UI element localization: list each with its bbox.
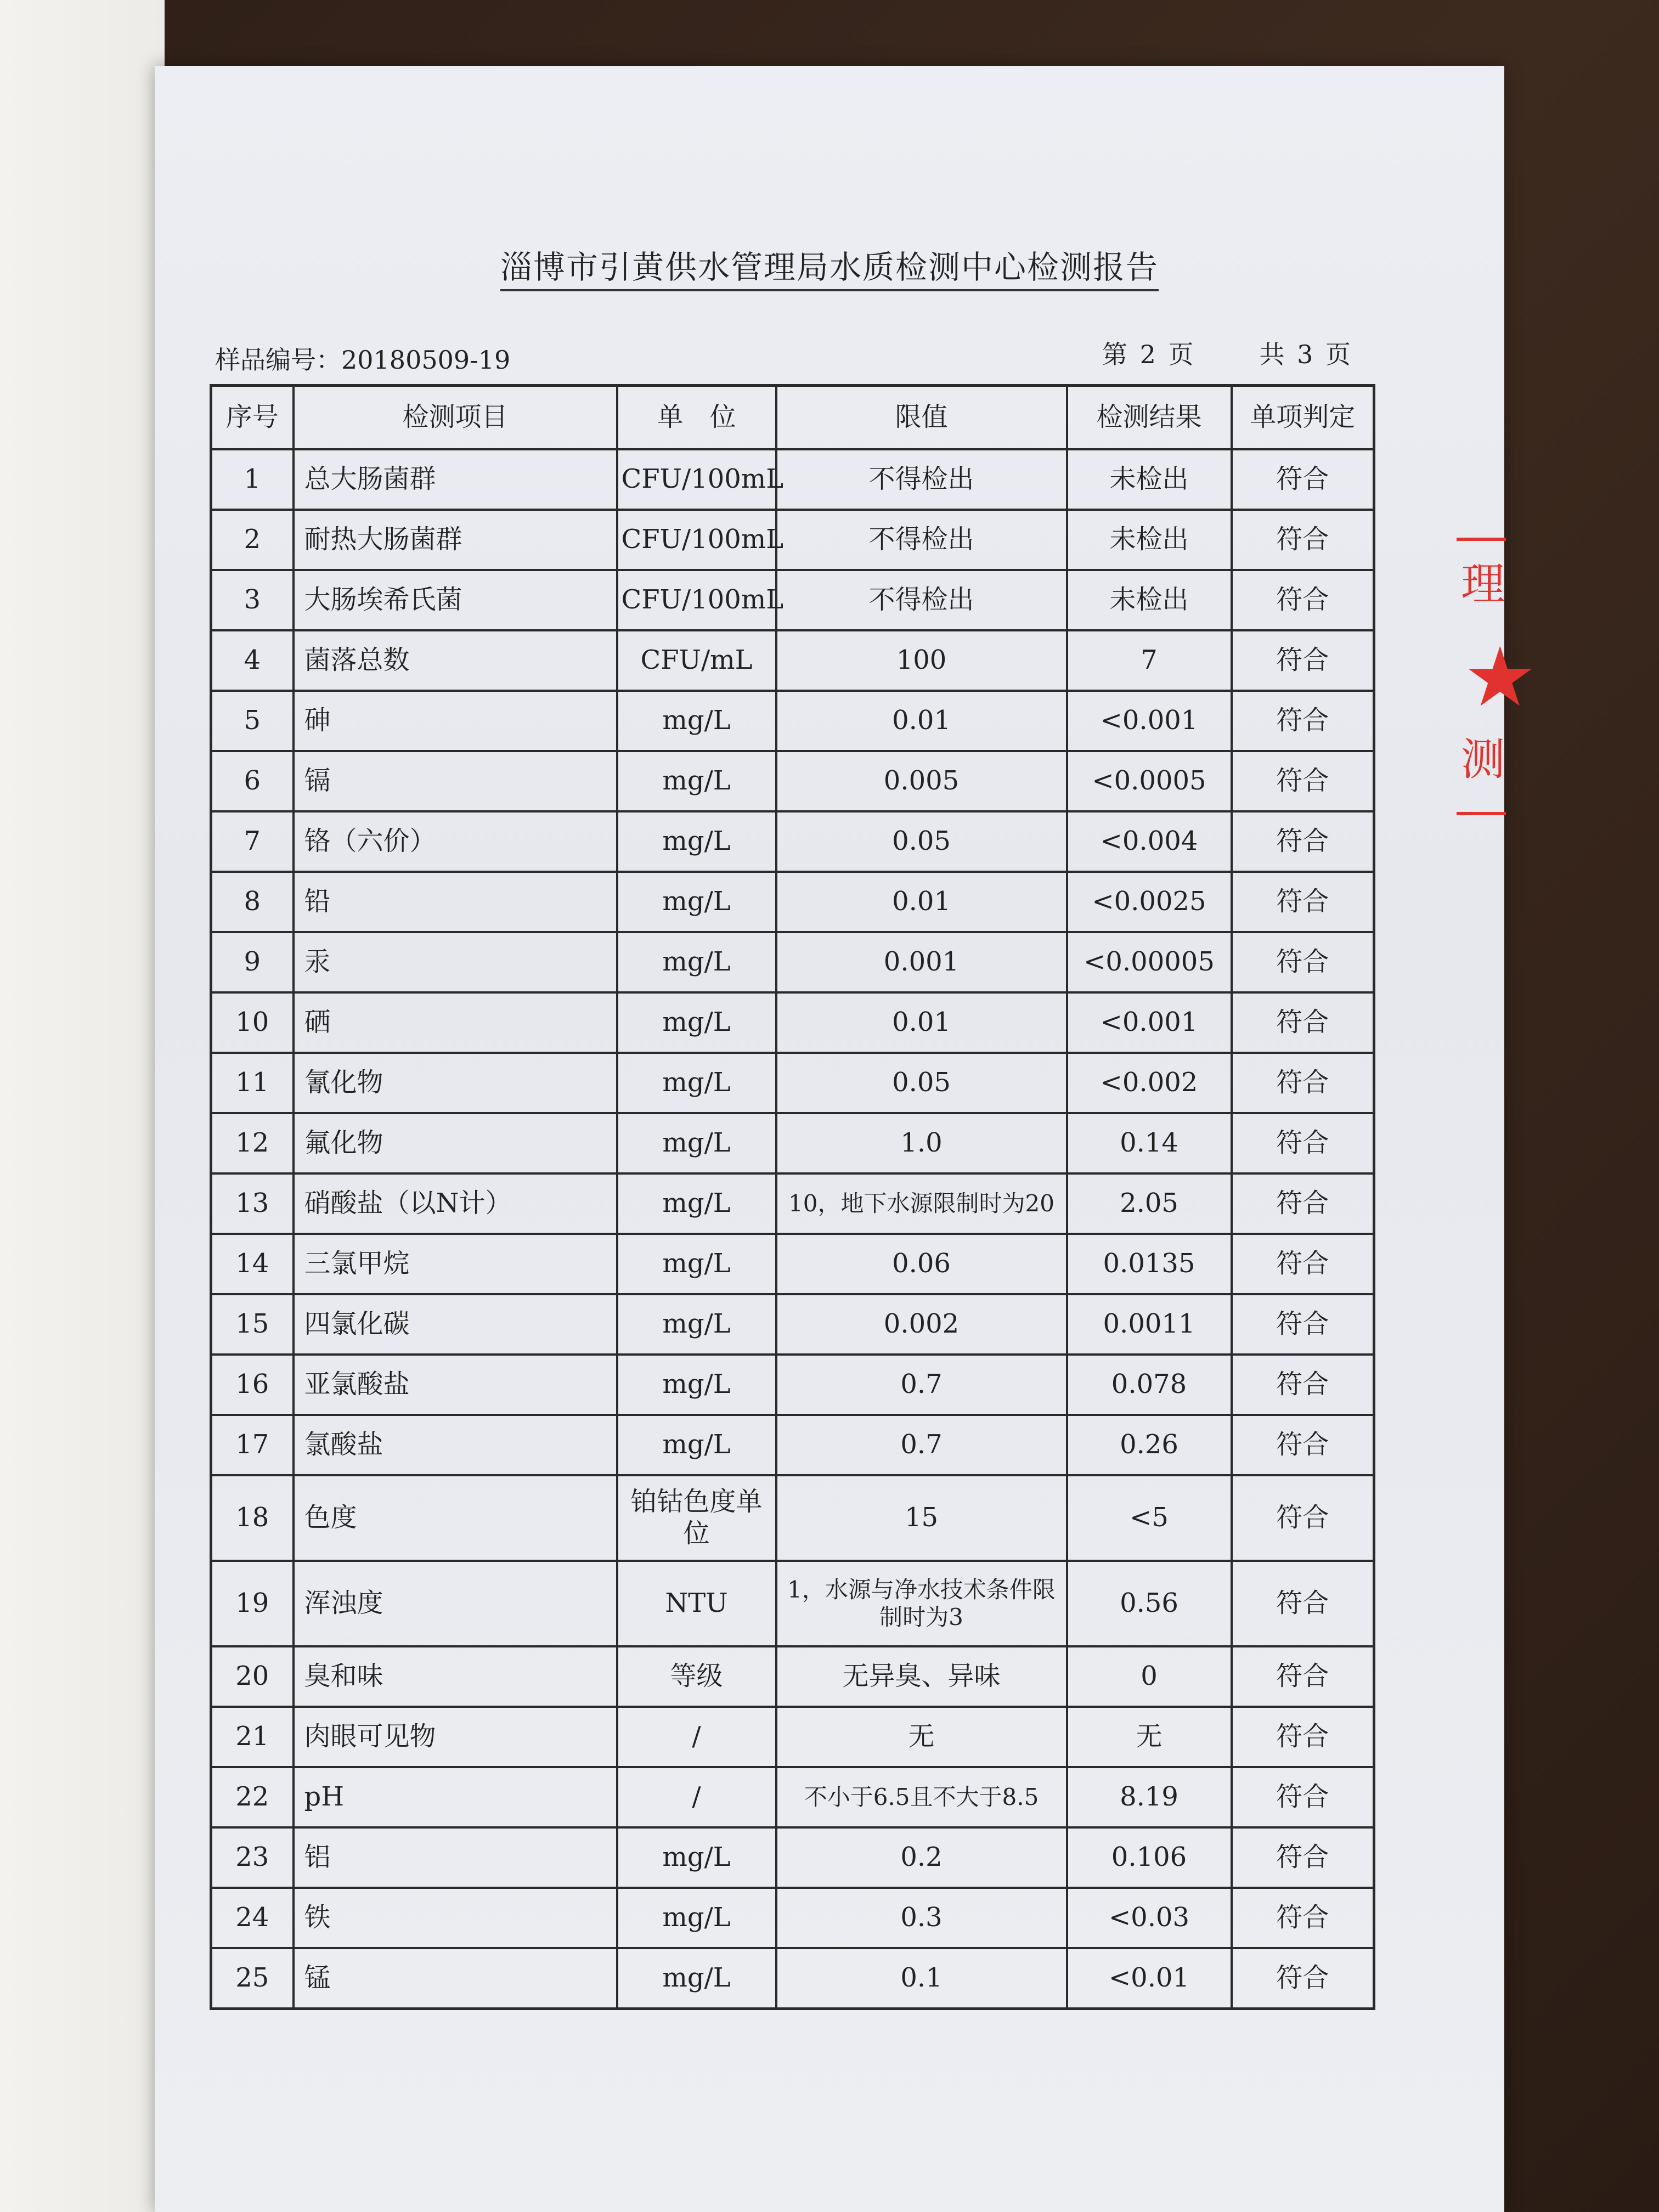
cell-limit: 0.06	[776, 1234, 1067, 1294]
cell-judge: 符合	[1232, 1173, 1374, 1234]
cell-limit: 不得检出	[776, 570, 1067, 630]
cell-no: 24	[211, 1888, 294, 1948]
cell-judge: 符合	[1232, 1415, 1374, 1475]
table-row	[211, 1707, 1374, 1767]
cell-item: 锰	[294, 1948, 617, 2009]
cell-unit: mg/L	[617, 1173, 776, 1234]
cell-item: 氰化物	[294, 1053, 617, 1113]
cell-item: 色度	[294, 1475, 617, 1561]
cell-limit: 0.002	[776, 1294, 1067, 1355]
cell-limit: 不得检出	[776, 510, 1067, 570]
report-page	[155, 66, 1504, 2212]
table-row	[211, 811, 1374, 872]
cell-limit: 1.0	[776, 1113, 1067, 1173]
cell-item: 硝酸盐（以N计）	[294, 1173, 617, 1234]
cell-item: 亚氯酸盐	[294, 1355, 617, 1415]
cell-judge: 符合	[1232, 1355, 1374, 1415]
cell-result: <0.0005	[1067, 751, 1232, 811]
cell-judge: 符合	[1232, 751, 1374, 811]
cell-limit: 1，水源与净水技术条件限制时为3	[776, 1561, 1067, 1646]
test-results-table	[210, 384, 1375, 2010]
cell-judge: 符合	[1232, 1827, 1374, 1888]
cell-judge: 符合	[1232, 1475, 1374, 1561]
cell-item: 总大肠菌群	[294, 449, 617, 510]
cell-no: 16	[211, 1355, 294, 1415]
cell-result: 0.14	[1067, 1113, 1232, 1173]
cell-result: 0.078	[1067, 1355, 1232, 1415]
cell-limit: 0.01	[776, 691, 1067, 751]
header-no: 序号	[211, 386, 294, 450]
header-judge: 单项判定	[1232, 386, 1374, 450]
table-row	[211, 992, 1374, 1053]
table-row	[211, 872, 1374, 932]
cell-result: <5	[1067, 1475, 1232, 1561]
cell-no: 13	[211, 1173, 294, 1234]
cell-item: 镉	[294, 751, 617, 811]
cell-limit: 0.01	[776, 872, 1067, 932]
cell-judge: 符合	[1232, 1767, 1374, 1827]
red-seal-stamp	[1457, 538, 1537, 823]
cell-unit: mg/L	[617, 691, 776, 751]
cell-no: 7	[211, 811, 294, 872]
cell-no: 25	[211, 1948, 294, 2009]
cell-item: 铬（六价）	[294, 811, 617, 872]
cell-judge: 符合	[1232, 1053, 1374, 1113]
cell-limit: 0.05	[776, 811, 1067, 872]
cell-limit: 0.7	[776, 1355, 1067, 1415]
cell-unit: mg/L	[617, 751, 776, 811]
table-row	[211, 1827, 1374, 1888]
cell-unit: NTU	[617, 1561, 776, 1646]
cell-no: 3	[211, 570, 294, 630]
cell-no: 6	[211, 751, 294, 811]
table-row	[211, 1053, 1374, 1113]
cell-result: 0.106	[1067, 1827, 1232, 1888]
cell-no: 17	[211, 1415, 294, 1475]
stamp-char-bottom: 测	[1461, 734, 1505, 785]
cell-limit: 100	[776, 630, 1067, 691]
cell-result: <0.00005	[1067, 932, 1232, 992]
page-indicator	[1102, 335, 1351, 371]
cell-limit: 无	[776, 1707, 1067, 1767]
table-row	[211, 1646, 1374, 1707]
cell-result: 未检出	[1067, 570, 1232, 630]
cell-item: 铝	[294, 1827, 617, 1888]
cell-limit: 0.7	[776, 1415, 1067, 1475]
cell-judge: 符合	[1232, 1294, 1374, 1355]
cell-no: 18	[211, 1475, 294, 1561]
cell-unit: mg/L	[617, 1355, 776, 1415]
table-header-row	[211, 386, 1374, 450]
cell-result: <0.001	[1067, 691, 1232, 751]
cell-no: 9	[211, 932, 294, 992]
cell-item: 铁	[294, 1888, 617, 1948]
cell-limit: 不得检出	[776, 449, 1067, 510]
cell-item: 耐热大肠菌群	[294, 510, 617, 570]
sample-number: 样品编号：20180509-19	[215, 345, 511, 375]
cell-judge: 符合	[1232, 1948, 1374, 2009]
cell-judge: 符合	[1232, 1707, 1374, 1767]
cell-no: 15	[211, 1294, 294, 1355]
cell-judge: 符合	[1232, 510, 1374, 570]
cell-item: 汞	[294, 932, 617, 992]
stamp-border-bottom	[1457, 812, 1506, 815]
cell-unit: mg/L	[617, 1053, 776, 1113]
cell-item: 氟化物	[294, 1113, 617, 1173]
cell-unit: mg/L	[617, 1948, 776, 2009]
table-row	[211, 1294, 1374, 1355]
cell-judge: 符合	[1232, 449, 1374, 510]
header-item: 检测项目	[294, 386, 617, 450]
cell-unit: 铂钴色度单位	[617, 1475, 776, 1561]
cell-result: 2.05	[1067, 1173, 1232, 1234]
cell-limit: 10，地下水源限制时为20	[776, 1173, 1067, 1234]
report-title	[155, 241, 1504, 287]
cell-result: <0.01	[1067, 1948, 1232, 2009]
cell-judge: 符合	[1232, 1234, 1374, 1294]
cell-result: 0.0011	[1067, 1294, 1232, 1355]
cell-limit: 不小于6.5且不大于8.5	[776, 1767, 1067, 1827]
stamp-border-top	[1457, 538, 1506, 541]
cell-judge: 符合	[1232, 992, 1374, 1053]
cell-unit: mg/L	[617, 1294, 776, 1355]
cell-unit: CFU/100mL	[617, 570, 776, 630]
cell-unit: mg/L	[617, 1888, 776, 1948]
table-row	[211, 1561, 1374, 1646]
cell-no: 14	[211, 1234, 294, 1294]
table-row	[211, 1234, 1374, 1294]
cell-item: pH	[294, 1767, 617, 1827]
table-row	[211, 1948, 1374, 2009]
cell-item: 氯酸盐	[294, 1415, 617, 1475]
cell-judge: 符合	[1232, 691, 1374, 751]
table-row	[211, 1475, 1374, 1561]
cell-judge: 符合	[1232, 1888, 1374, 1948]
table-row	[211, 630, 1374, 691]
cell-item: 铅	[294, 872, 617, 932]
cell-result: 0.26	[1067, 1415, 1232, 1475]
cell-no: 10	[211, 992, 294, 1053]
table-row	[211, 1173, 1374, 1234]
cell-unit: mg/L	[617, 872, 776, 932]
cell-item: 硒	[294, 992, 617, 1053]
cell-no: 20	[211, 1646, 294, 1707]
cell-item: 三氯甲烷	[294, 1234, 617, 1294]
cell-unit: mg/L	[617, 1415, 776, 1475]
cell-unit: mg/L	[617, 1234, 776, 1294]
cell-no: 11	[211, 1053, 294, 1113]
background-sheet	[0, 0, 165, 2212]
header-result: 检测结果	[1067, 386, 1232, 450]
cell-no: 4	[211, 630, 294, 691]
table-row	[211, 932, 1374, 992]
table-row	[211, 691, 1374, 751]
cell-result: <0.001	[1067, 992, 1232, 1053]
cell-limit: 0.2	[776, 1827, 1067, 1888]
star-icon: ★	[1463, 630, 1537, 725]
table-row	[211, 1415, 1374, 1475]
cell-item: 大肠埃希氏菌	[294, 570, 617, 630]
cell-limit: 0.001	[776, 932, 1067, 992]
cell-judge: 符合	[1232, 1113, 1374, 1173]
cell-limit: 0.05	[776, 1053, 1067, 1113]
table-row	[211, 1355, 1374, 1415]
cell-limit: 0.3	[776, 1888, 1067, 1948]
cell-unit: mg/L	[617, 932, 776, 992]
cell-no: 2	[211, 510, 294, 570]
cell-item: 菌落总数	[294, 630, 617, 691]
cell-result: 0.56	[1067, 1561, 1232, 1646]
cell-no: 1	[211, 449, 294, 510]
cell-judge: 符合	[1232, 811, 1374, 872]
report-title-text: 淄博市引黄供水管理局水质检测中心检测报告	[500, 249, 1159, 291]
cell-judge: 符合	[1232, 1646, 1374, 1707]
cell-item: 四氯化碳	[294, 1294, 617, 1355]
header-unit: 单 位	[617, 386, 776, 450]
cell-limit: 0.005	[776, 751, 1067, 811]
table-row	[211, 570, 1374, 630]
page-total: 共 3 页	[1259, 340, 1351, 369]
cell-no: 8	[211, 872, 294, 932]
cell-unit: CFU/mL	[617, 630, 776, 691]
cell-unit: /	[617, 1707, 776, 1767]
table-row	[211, 751, 1374, 811]
cell-judge: 符合	[1232, 630, 1374, 691]
cell-item: 肉眼可见物	[294, 1707, 617, 1767]
cell-no: 19	[211, 1561, 294, 1646]
cell-result: 0	[1067, 1646, 1232, 1707]
cell-no: 5	[211, 691, 294, 751]
cell-judge: 符合	[1232, 932, 1374, 992]
cell-unit: CFU/100mL	[617, 510, 776, 570]
table-row	[211, 449, 1374, 510]
cell-result: 7	[1067, 630, 1232, 691]
cell-judge: 符合	[1232, 570, 1374, 630]
table-row	[211, 1767, 1374, 1827]
cell-no: 22	[211, 1767, 294, 1827]
cell-limit: 0.01	[776, 992, 1067, 1053]
cell-result: <0.0025	[1067, 872, 1232, 932]
cell-unit: 等级	[617, 1646, 776, 1707]
cell-unit: mg/L	[617, 1113, 776, 1173]
page-current: 第 2 页	[1102, 340, 1194, 369]
cell-item: 砷	[294, 691, 617, 751]
cell-result: 0.0135	[1067, 1234, 1232, 1294]
cell-unit: /	[617, 1767, 776, 1827]
cell-result: 无	[1067, 1707, 1232, 1767]
stamp-char-top: 理	[1461, 558, 1505, 610]
cell-no: 12	[211, 1113, 294, 1173]
cell-result: 未检出	[1067, 449, 1232, 510]
cell-unit: mg/L	[617, 1827, 776, 1888]
cell-unit: mg/L	[617, 811, 776, 872]
table-row	[211, 510, 1374, 570]
cell-limit: 15	[776, 1475, 1067, 1561]
cell-result: 未检出	[1067, 510, 1232, 570]
cell-judge: 符合	[1232, 1561, 1374, 1646]
cell-no: 23	[211, 1827, 294, 1888]
header-limit: 限值	[776, 386, 1067, 450]
cell-unit: CFU/100mL	[617, 449, 776, 510]
cell-result: <0.002	[1067, 1053, 1232, 1113]
table-row	[211, 1113, 1374, 1173]
cell-unit: mg/L	[617, 992, 776, 1053]
cell-result: 8.19	[1067, 1767, 1232, 1827]
cell-no: 21	[211, 1707, 294, 1767]
cell-item: 浑浊度	[294, 1561, 617, 1646]
cell-judge: 符合	[1232, 872, 1374, 932]
table-row	[211, 1888, 1374, 1948]
cell-limit: 无异臭、异味	[776, 1646, 1067, 1707]
cell-limit: 0.1	[776, 1948, 1067, 2009]
cell-result: <0.03	[1067, 1888, 1232, 1948]
cell-item: 臭和味	[294, 1646, 617, 1707]
cell-result: <0.004	[1067, 811, 1232, 872]
